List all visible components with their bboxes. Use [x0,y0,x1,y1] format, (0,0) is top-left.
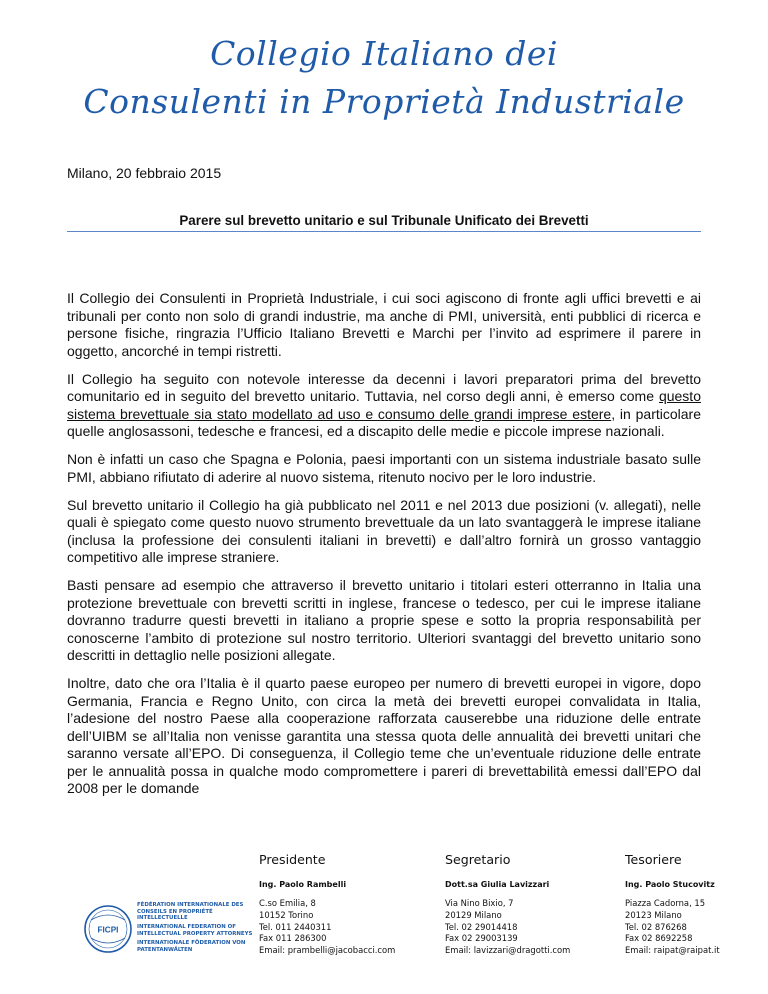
paragraph-6: Inoltre, dato che ora l’Italia è il quarto paese europeo per numero di brevetti europei in vigore, dopo Germania, Francia e Regno Unito, con circa la metà dei brevetti europei convalidata in Italia, l’adesione del nostro Paese alla cooperazione rafforzata causerebbe una riduzione delle entrate dell’UIBM se all’Italia non venisse garantita una stessa quota delle annualità dei brevetti unitari che saranno versate all’EPO. Di conseguenza, il Collegio teme che un’eventuale riduzione delle entrate per le annualità possa in qualche modo compromettere i pareri di brevettabilità emessi dall’EPO dal 2008 per le domande [67,675,701,796]
email-line: Email: lavizzari@dragotti.com [445,945,571,956]
email-line: Email: raipat@raipat.it [625,945,720,956]
city-line: 20129 Milano [445,909,502,920]
ficpi-name-fr: FÉDÉRATION INTERNATIONALE DES CONSEILS EN PROPRIÉTÉ INTELLECTUELLE [137,902,244,922]
address-line: Via Nino Bixio, 7 [445,898,514,908]
ficpi-emblem-icon [83,904,133,954]
paragraph-2 [67,371,701,441]
paragraph-2-underlined: questo sistema brevettuale sia stato modellato ad uso e consumo delle grandi imprese estere [67,388,701,422]
officer-name: Ing. Paolo Stucovitz [625,880,715,889]
paragraph-4: Sul brevetto unitario il Collegio ha già pubblicato nel 2011 e nel 2013 due posizioni (v. allegati), nelle quali è spiegato come questo nuovo strumento brevettuale da un lato svantaggerà le imprese italiane (inclusa la professione dei consulenti italiani in brevetti) e dall’altro fornirà un grosso vantaggio competitivo alle imprese straniere. [67,496,701,565]
address-line: C.so Emilia, 8 [259,898,316,908]
address-line: Piazza Cadorna, 15 [625,898,706,908]
paragraph-2-start: Il Collegio ha seguito con notevole interesse da decenni i lavori preparatori prima del brevetto comunitario ed in seguito del brevetto unitario. Tuttavia, nel corso degli anni, è emerso come [67,370,701,404]
tel-line: Tel. 02 876268 [625,921,687,932]
letter-footer [83,852,723,972]
ficpi-name-en: INTERNATIONAL FEDERATION OF INTELLECTUAL PROPERTY ATTORNEYS [137,924,253,937]
letterhead-title [0,30,768,126]
ficpi-acronym: FICPI [97,925,119,935]
ficpi-names [137,902,277,956]
fax-line: Fax 02 29003139 [445,933,518,944]
role-label: Segretario [445,852,511,867]
fax-line: Fax 011 286300 [259,933,327,944]
city-line: 10152 Torino [259,909,314,920]
email-line: Email: prambelli@jacobacci.com [259,945,396,956]
footer-segretario [445,852,625,957]
role-label: Presidente [259,852,326,867]
ficpi-logo [83,900,273,960]
city-line: 20123 Milano [625,909,682,920]
letterhead-line-1: Collegio Italiano dei [210,34,558,73]
letterhead-line-2: Consulenti in Proprietà Industriale [83,82,685,121]
officer-name: Dott.sa Giulia Lavizzari [445,880,550,889]
tel-line: Tel. 02 29014418 [445,921,518,932]
footer-presidente [259,852,439,957]
fax-line: Fax 02 8692258 [625,933,693,944]
letter-body [67,290,701,808]
subject-divider [67,231,701,232]
ficpi-name-de: INTERNATIONALE FÖDERATION VON PATENTANWÄLTEN [137,940,246,953]
officer-name: Ing. Paolo Rambelli [259,880,347,889]
letter-date: Milano, 20 febbraio 2015 [67,165,222,181]
paragraph-5: Basti pensare ad esempio che attraverso il brevetto unitario i titolari esteri otterranno in Italia una protezione brevettuale con brevetti scritti in inglese, francese o tedesco, per cui le imprese italiane dovranno tradurre questi brevetti in italiano a proprie spese e sotto la propria responsabilità per conoscerne l’ambito di protezione sul nostro territorio. Ulteriori svantaggi del brevetto unitario sono descritti in dettaglio nelle posizioni allegate. [67,577,701,663]
tel-line: Tel. 011 2440311 [259,921,332,932]
paragraph-3: Non è infatti un caso che Spagna e Polonia, paesi importanti con un sistema industriale basato sulle PMI, abbiano rifiutato di aderire al nuovo sistema, ritenuto nocivo per le loro industrie. [67,451,701,485]
paragraph-2-end: , in particolare quelle anglosassoni, tedesche e francesi, ed a discapito delle medie e piccole imprese nazionali. [67,405,701,439]
paragraph-1: Il Collegio dei Consulenti in Proprietà Industriale, i cui soci agiscono di fronte agli uffici brevetti e ai tribunali per conto non solo di grandi industrie, ma anche di PMI, università, enti pubblici di ricerca e persone fisiche, ringrazia l’Ufficio Italiano Brevetti e Marchi per l’invito ad esprimere il parere in oggetto, ancorché in tempi ristretti. [67,290,701,359]
role-label: Tesoriere [625,852,682,867]
letter-subject: Parere sul brevetto unitario e sul Tribunale Unificato dei Brevetti [179,213,589,228]
footer-tesoriere [625,852,725,957]
